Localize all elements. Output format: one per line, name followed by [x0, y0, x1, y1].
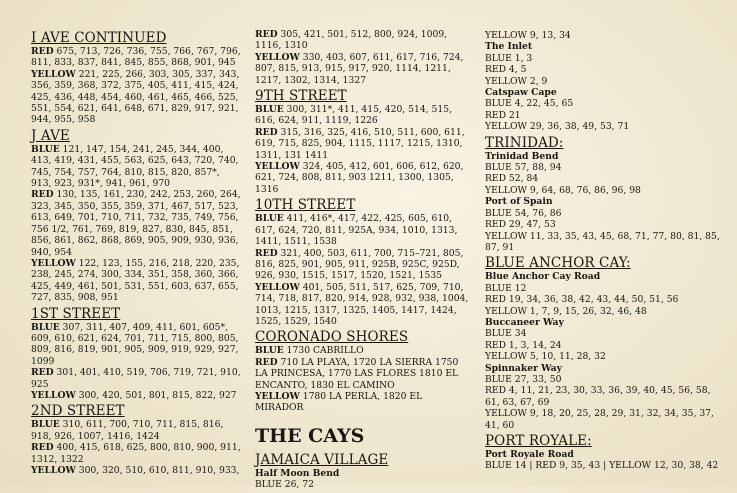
- subsection-heading: Buccaneer Way: [485, 316, 564, 328]
- section-9th-street: [255, 88, 473, 195]
- route-color-label: YELLOW: [31, 389, 76, 401]
- address-line: [485, 408, 721, 431]
- subsection-heading: Trinidad Bend: [485, 150, 559, 162]
- address-numbers: 121, 147, 154, 241, 245, 344, 400, 413, 419, 431, 455, 563, 625, 643, 720, 740, 745, 754, 757, 764, 810, 815, 820, 857*, 913, 923, 931*, 941, 961, 970: [31, 143, 239, 190]
- route-color-label: YELLOW: [31, 257, 76, 269]
- address-line: [485, 306, 721, 317]
- subsection-heading: Half Moon Bend: [255, 467, 340, 479]
- address-numbers: 710 LA PLAYA, 1720 LA SIERRA 1750 LA PRINCESA, 1770 LAS FLORES 1810 EL ENCANTO, 1830 EL CAMINO: [255, 356, 459, 391]
- section-heading: 10TH STREET: [255, 197, 356, 214]
- route-color-label: YELLOW: [255, 161, 300, 173]
- address-numbers: RED 4, 11, 21, 23, 30, 33, 36, 39, 40, 45, 56, 58, 61, 63, 67, 69: [485, 385, 711, 408]
- section-heading: 1ST STREET: [31, 305, 121, 322]
- the-cays-heading: THE CAYS: [255, 424, 365, 447]
- address-line: [485, 231, 721, 254]
- address-numbers: 305, 421, 501, 512, 800, 924, 1009, 1116, 1310: [255, 29, 448, 52]
- address-numbers: BLUE 27, 33, 50: [485, 373, 562, 385]
- section-2nd-street: [31, 403, 241, 476]
- address-line: [485, 185, 721, 196]
- address-numbers: 411, 416*, 417, 422, 425, 605, 610, 617, 624, 720, 811, 925A, 934, 1010, 1313, 1411, 1511, 1538: [255, 213, 458, 248]
- route-color-label: BLUE: [255, 345, 284, 357]
- section-port-royale: [485, 433, 721, 472]
- address-line: [485, 162, 721, 173]
- route-color-label: YELLOW: [255, 51, 300, 63]
- address-numbers: YELLOW 9, 64, 68, 76, 86, 96, 98: [485, 184, 641, 196]
- address-line: [31, 390, 241, 401]
- route-color-label: RED: [31, 367, 54, 379]
- address-line: [255, 345, 473, 356]
- route-color-label: RED: [31, 442, 54, 454]
- route-color-label: RED: [31, 46, 54, 57]
- section-heading: I AVE CONTINUED: [31, 30, 167, 46]
- address-numbers: RED 52, 84: [485, 173, 539, 185]
- address-line: [485, 283, 721, 294]
- route-color-label: RED: [255, 356, 278, 368]
- address-line: [485, 351, 721, 362]
- section-10th-street: [255, 197, 473, 327]
- section-i-ave-continued: [31, 30, 241, 126]
- address-numbers: 300, 420, 501, 801, 815, 822, 927: [78, 389, 237, 401]
- address-line: [485, 53, 721, 64]
- section-j-ave: [31, 128, 241, 304]
- address-line: [31, 46, 241, 69]
- address-line: [31, 322, 241, 368]
- address-numbers: 301, 401, 410, 519, 706, 719, 721, 910, 925: [31, 367, 241, 390]
- address-line: [255, 104, 473, 127]
- address-line: [485, 460, 721, 471]
- address-line: [31, 442, 241, 465]
- address-numbers: BLUE 14 | RED 9, 35, 43 | YELLOW 12, 30, 38, 42: [485, 460, 719, 472]
- route-color-label: RED: [255, 126, 278, 138]
- route-color-label: BLUE: [31, 321, 60, 333]
- address-numbers: 400, 415, 618, 625, 800, 810, 900, 911, 1312, 1322: [31, 442, 241, 465]
- route-color-label: BLUE: [31, 143, 60, 155]
- address-line: [31, 69, 241, 126]
- address-line: [255, 479, 473, 490]
- address-line: [255, 52, 473, 86]
- address-line: [485, 76, 721, 87]
- address-line: [255, 127, 473, 161]
- section-heading: 9TH STREET: [255, 88, 347, 105]
- address-line: [255, 161, 473, 195]
- address-numbers: RED 29, 47, 53: [485, 219, 556, 231]
- section-continued: [255, 29, 473, 86]
- address-numbers: 300, 320, 510, 610, 811, 910, 933,: [78, 465, 240, 476]
- address-line: [485, 374, 721, 385]
- section-coronado-shores: [255, 329, 473, 413]
- address-numbers: YELLOW 29, 36, 38, 49, 53, 71: [485, 121, 630, 133]
- subsection-heading: The Inlet: [485, 41, 533, 53]
- address-numbers: 130, 135, 161, 230, 242, 253, 260, 264, 323, 345, 350, 355, 359, 371, 467, 517, 523, 613, 649, 701, 710, 711, 732, 735, 749, 756, 756 1/2, 761, 769, 819, 827, 830, 845, 851, 856, 861, 862, 868, 869, 905, 909, 930, 936, 940, 954: [31, 189, 241, 258]
- address-line: [485, 385, 721, 408]
- address-line: [485, 121, 721, 132]
- section-heading: CORONADO SHORES: [255, 329, 409, 346]
- address-numbers: BLUE 1, 3: [485, 52, 533, 64]
- section-blue-anchor-cay: [485, 255, 721, 431]
- section-heading: J AVE: [31, 127, 70, 144]
- subsection-heading: Port Royale Road: [485, 449, 574, 460]
- address-line: [485, 173, 721, 184]
- address-numbers: 300, 311*, 411, 415, 420, 514, 515, 616, 624, 911, 1119, 1226: [255, 104, 452, 127]
- column-2: [255, 29, 473, 493]
- address-numbers: 1730 CABRILLO: [286, 345, 364, 357]
- address-line: [255, 357, 473, 391]
- address-numbers: 401, 505, 511, 517, 625, 709, 710, 714, 718, 817, 820, 914, 928, 932, 938, 1004, 1013, 1215, 1317, 1325, 1405, 1417, 1424, 1525, 1529, 1540: [255, 281, 469, 327]
- subsection-heading: Port of Spain: [485, 196, 553, 208]
- address-numbers: YELLOW 5, 10, 11, 28, 32: [485, 351, 606, 363]
- section-continued: [485, 30, 721, 133]
- address-numbers: BLUE 57, 88, 94: [485, 162, 562, 174]
- column-3: [485, 30, 721, 474]
- route-color-label: BLUE: [255, 104, 284, 116]
- address-numbers: RED 19, 34, 36, 38, 42, 43, 44, 50, 51, 56: [485, 294, 679, 306]
- section-heading: 2ND STREET: [31, 403, 125, 420]
- address-numbers: RED 1, 3, 14, 24: [485, 339, 562, 351]
- address-line: [485, 328, 721, 339]
- address-line: [31, 144, 241, 190]
- subsection-heading: Blue Anchor Cay Road: [485, 271, 601, 283]
- address-numbers: YELLOW 11, 33, 35, 43, 45, 68, 71, 77, 80, 81, 85, 87, 91: [485, 230, 720, 253]
- route-color-label: YELLOW: [31, 465, 76, 476]
- address-numbers: BLUE 12: [485, 282, 527, 294]
- address-line: [255, 213, 473, 247]
- address-line: [485, 340, 721, 351]
- column-1: [31, 30, 241, 478]
- section-heading: BLUE ANCHOR CAY:: [485, 255, 631, 272]
- address-line: [485, 110, 721, 121]
- route-color-label: BLUE: [255, 213, 284, 225]
- route-color-label: YELLOW: [255, 390, 300, 402]
- section-trinidad: [485, 135, 721, 254]
- address-numbers: 310, 611, 700, 710, 711, 815, 816, 918, 926, 1007, 1416, 1424: [31, 419, 224, 442]
- address-numbers: 324, 405, 412, 601, 606, 612, 620, 621, 724, 808, 811, 903 1211, 1300, 1305, 1316: [255, 161, 464, 195]
- address-line: [485, 30, 721, 41]
- address-line: [485, 64, 721, 75]
- address-numbers: YELLOW 2, 9: [485, 75, 548, 87]
- route-color-label: RED: [255, 247, 278, 259]
- address-numbers: YELLOW 1, 7, 9, 15, 26, 32, 46, 48: [485, 305, 647, 317]
- address-numbers: BLUE 4, 22, 45, 65: [485, 98, 574, 110]
- address-line: [31, 189, 241, 257]
- address-numbers: BLUE 34: [485, 328, 527, 340]
- address-line: [485, 98, 721, 109]
- address-line: [485, 219, 721, 230]
- address-numbers: RED 21: [485, 109, 521, 121]
- address-numbers: 321, 400, 503, 611, 700, 715–721, 805, 816, 825, 901, 905, 911, 925B, 925C, 925D, 926, 930, 1515, 1517, 1520, 1521, 1535: [255, 247, 464, 282]
- route-color-label: RED: [31, 189, 54, 201]
- address-numbers: 675, 713, 726, 736, 755, 766, 767, 796, 811, 833, 837, 841, 845, 855, 868, 901, 945: [31, 46, 241, 69]
- route-color-label: RED: [255, 29, 278, 40]
- address-line: [255, 29, 473, 52]
- section-heading: PORT ROYALE:: [485, 433, 592, 449]
- address-numbers: 330, 403, 607, 611, 617, 716, 724, 807, 815, 913, 915, 917, 920, 1114, 1211, 1217, 1302, 1314, 1327: [255, 51, 464, 86]
- address-line: [255, 282, 473, 328]
- route-color-label: BLUE: [31, 419, 60, 431]
- route-color-label: YELLOW: [31, 68, 76, 80]
- section-1st-street: [31, 306, 241, 402]
- address-line: [255, 391, 473, 414]
- address-numbers: RED 4, 5: [485, 64, 527, 76]
- section-heading: TRINIDAD:: [485, 134, 564, 151]
- address-numbers: 122, 123, 155, 216, 218, 220, 235, 238, 245, 274, 300, 334, 351, 358, 360, 366, 425, 449, 461, 501, 531, 551, 603, 637, 655, 727, 835, 908, 951: [31, 257, 240, 304]
- address-line: [31, 258, 241, 304]
- address-line: [31, 367, 241, 390]
- address-numbers: 221, 225, 266, 303, 305, 337, 343, 356, 359, 368, 372, 375, 405, 411, 415, 424, 425, 436, 448, 454, 460, 461, 465, 466, 525, 551, 554, 621, 641, 648, 671, 829, 917, 921, 944, 955, 958: [31, 68, 240, 126]
- route-color-label: YELLOW: [255, 281, 300, 293]
- address-line: [31, 419, 241, 442]
- section-jamaica-village: [255, 452, 473, 491]
- address-line: [485, 294, 721, 305]
- address-numbers: YELLOW 9, 13, 34: [485, 30, 571, 41]
- subsection-heading: Catspaw Cape: [485, 87, 557, 99]
- address-numbers: YELLOW 9, 18, 20, 25, 28, 29, 31, 32, 34, 35, 37, 41, 60: [485, 408, 714, 431]
- address-line: [485, 208, 721, 219]
- address-line: [31, 465, 241, 476]
- address-numbers: 1780 LA PERLA, 1820 EL MIRADOR: [255, 390, 423, 414]
- address-numbers: BLUE 54, 76, 86: [485, 207, 562, 219]
- address-numbers: 315, 316, 325, 416, 510, 511, 600, 611, 619, 715, 825, 904, 1115, 1117, 1215, 1310, 1311, 131 1411: [255, 126, 465, 161]
- address-numbers: BLUE 26, 72: [255, 479, 314, 491]
- subsection-heading: Spinnaker Way: [485, 362, 562, 374]
- address-line: [255, 248, 473, 282]
- section-heading: JAMAICA VILLAGE: [255, 451, 389, 468]
- address-numbers: 307, 311, 407, 409, 411, 601, 605*, 609, 610, 621, 624, 701, 711, 715, 800, 805, 809, 816, 819, 901, 905, 909, 919, 929, 927, 1099: [31, 321, 239, 367]
